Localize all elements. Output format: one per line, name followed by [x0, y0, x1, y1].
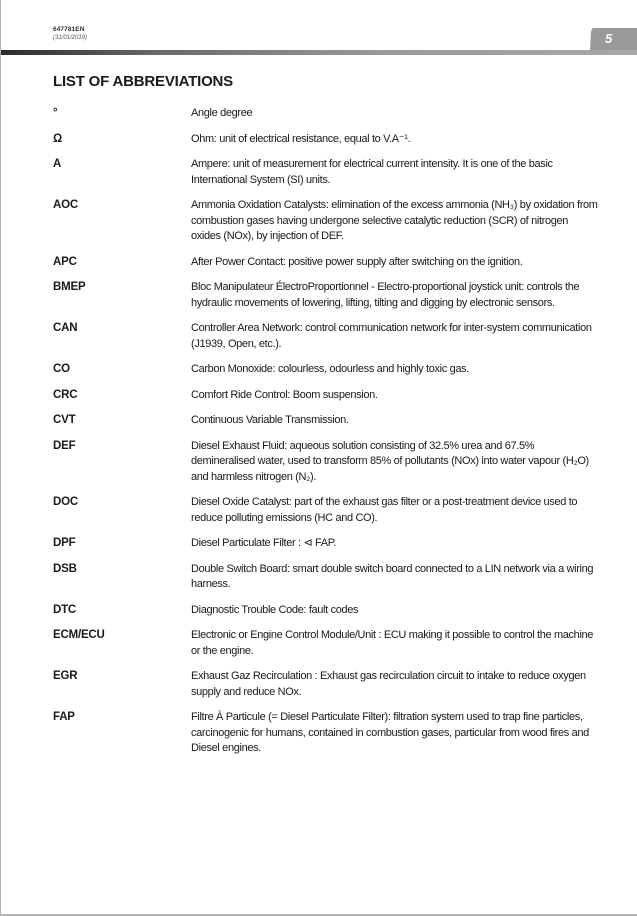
- abbreviation-term: Ω: [53, 132, 63, 145]
- document-date: (31/01/2019): [53, 35, 88, 41]
- abbreviation-row: [53, 669, 613, 700]
- abbreviation-row: [53, 362, 613, 378]
- abbreviation-definition: Ampere: unit of measurement for electrical current intensity. It is one of the basic International System (SI) units.: [191, 158, 553, 186]
- abbreviation-term: CO: [53, 363, 70, 375]
- abbreviation-definition: Continuous Variable Transmission.: [191, 414, 349, 426]
- abbreviation-row: [53, 198, 613, 245]
- abbreviation-definition: Ammonia Oxidation Catalysts: elimination of the excess ammonia (NH₃) by oxidation from combustion gases having undergone selective catalytic reduction (SCR) of nitrogen oxides (NOx), by injection of DEF.: [191, 199, 598, 242]
- abbreviation-term: ECM/ECU: [53, 629, 105, 641]
- abbreviation-row: [53, 495, 613, 526]
- abbreviation-term: °: [53, 107, 58, 119]
- abbreviation-row: [53, 106, 613, 122]
- abbreviation-row: [53, 628, 613, 659]
- abbreviation-row: [53, 603, 613, 619]
- page-title: LIST OF ABBREVIATIONS: [53, 73, 233, 90]
- abbreviation-term: DOC: [53, 496, 78, 508]
- abbreviation-row: [53, 388, 613, 404]
- abbreviation-row: [53, 157, 613, 188]
- header-divider-bar: [1, 50, 637, 55]
- abbreviation-definition: Carbon Monoxide: colourless, odourless and highly toxic gas.: [191, 363, 469, 375]
- abbreviation-definition: Electronic or Engine Control Module/Unit : ECU making it possible to control the machine or the engine.: [191, 629, 594, 657]
- abbreviation-term: DSB: [53, 562, 77, 575]
- abbreviation-row: [53, 280, 613, 311]
- abbreviation-term: APC: [53, 255, 77, 268]
- abbreviation-definition: Diesel Particulate Filter : ⊲ FAP.: [191, 537, 337, 549]
- abbreviation-row: [53, 413, 613, 429]
- abbreviation-term: DPF: [53, 537, 76, 549]
- abbreviation-definition: Controller Area Network: control communication network for inter-system communication (J1939, Open, etc.).: [191, 322, 592, 350]
- abbreviation-definition: Bloc Manipulateur ÉlectroProportionnel - Electro-proportional joystick unit: controls the hydraulic movements of lowering, lifting, tilting and digging by electronic sensors.: [191, 281, 580, 309]
- abbreviation-definition: Diesel Exhaust Fluid: aqueous solution consisting of 32.5% urea and 67.5% demineralised water, used to transform 85% of pollutants (NOx) into water vapour (H₂O) and harmless nitrogen (N₂).: [191, 439, 589, 483]
- abbreviation-row: [53, 321, 613, 352]
- abbreviation-row: [53, 710, 613, 757]
- abbreviation-term: CRC: [53, 388, 78, 401]
- abbreviation-row: [53, 132, 613, 148]
- abbreviation-definition: Double Switch Board: smart double switch board connected to a LIN network via a wiring harness.: [191, 562, 594, 590]
- abbreviation-term: BMEP: [53, 281, 86, 293]
- abbreviation-row: [53, 536, 613, 552]
- abbreviation-term: EGR: [53, 670, 78, 682]
- abbreviation-term: A: [53, 158, 62, 170]
- abbreviation-term: FAP: [53, 711, 75, 723]
- abbreviation-term: DTC: [53, 603, 77, 616]
- abbreviation-definition: Diesel Oxide Catalyst: part of the exhaust gas filter or a post-treatment device used to reduce polluting emissions (HC and CO).: [191, 496, 578, 524]
- abbreviation-term: AOC: [53, 199, 78, 211]
- abbreviation-list: [53, 106, 613, 767]
- abbreviation-term: CAN: [53, 322, 78, 334]
- abbreviation-definition: Ohm: unit of electrical resistance, equal to V.A⁻¹.: [191, 132, 411, 145]
- abbreviation-definition: Comfort Ride Control: Boom suspension.: [191, 388, 378, 401]
- abbreviation-definition: Exhaust Gaz Recirculation : Exhaust gas recirculation circuit to intake to reduce oxygen supply and reduce NOx.: [191, 670, 586, 698]
- abbreviation-term: CVT: [53, 414, 76, 426]
- abbreviation-definition: After Power Contact: positive power supply after switching on the ignition.: [191, 255, 523, 268]
- abbreviation-definition: Filtre À Particule (= Diesel Particulate Filter): filtration system used to trap fine particles, carcinogenic for humans, contained in combustion gases, particular from wood fires and Diesel engines.: [191, 711, 589, 754]
- abbreviation-term: DEF: [53, 439, 76, 452]
- page-number: 5: [605, 31, 613, 46]
- document-code: 647781EN: [53, 26, 85, 33]
- abbreviation-row: [53, 255, 613, 271]
- abbreviation-definition: Angle degree: [191, 107, 253, 119]
- abbreviation-definition: Diagnostic Trouble Code: fault codes: [191, 603, 359, 616]
- abbreviation-row: [53, 562, 613, 593]
- abbreviation-row: [53, 439, 613, 486]
